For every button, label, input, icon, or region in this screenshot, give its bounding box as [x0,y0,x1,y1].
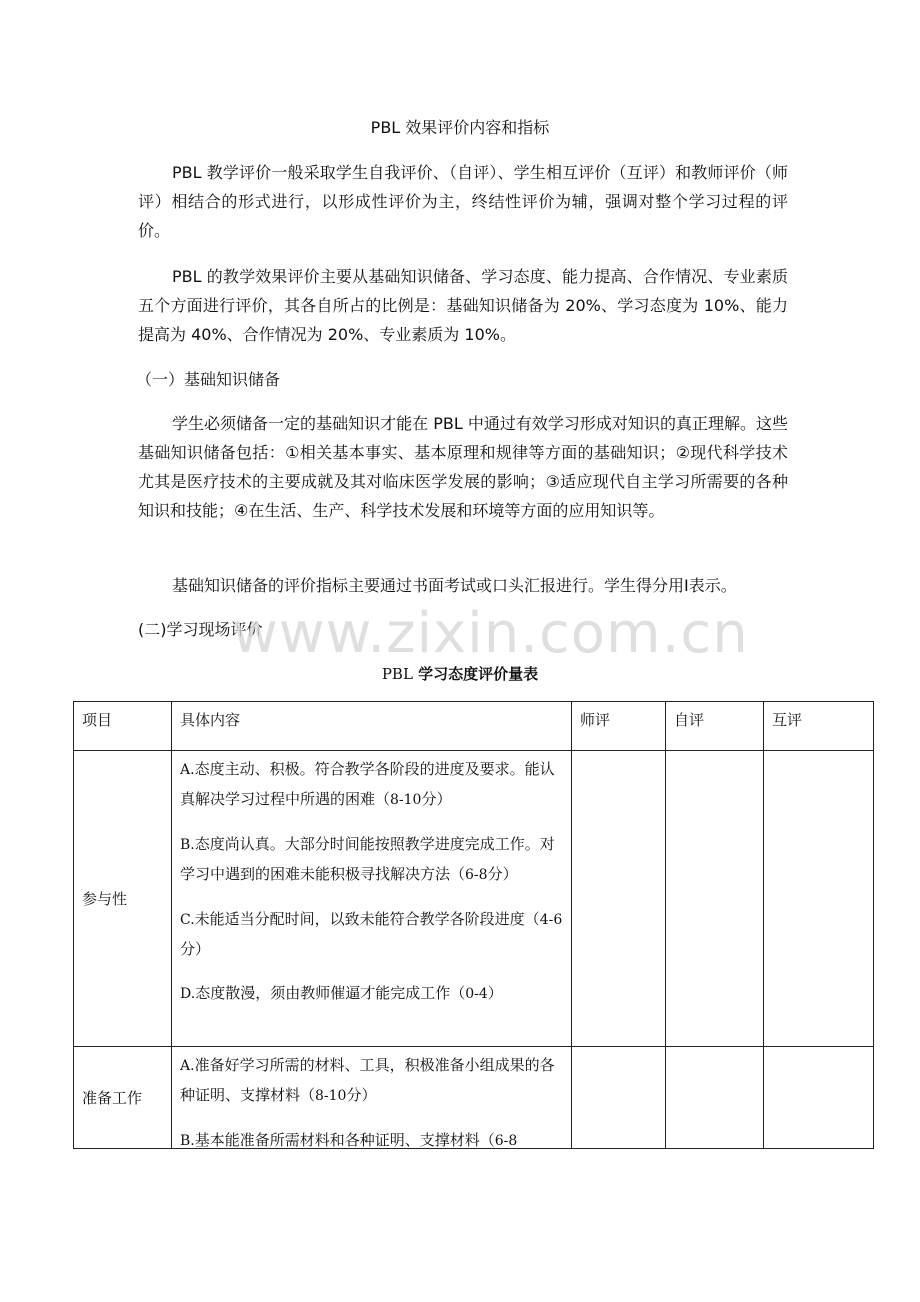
section-heading-1: （一）基础知识储备 [136,370,281,389]
criterion-score: 8-10 [315,1088,347,1104]
table-row [74,1047,874,1149]
criterion-text: 态度散漫，须由教师催逼才能完成工作（ [195,984,466,1002]
criterion-unit: 分） [346,1086,377,1104]
criterion-unit: 分） [421,790,452,808]
section-1-paragraph-2: 基础知识储备的评价指标主要通过书面考试或口头汇报进行。学生得分用Ⅰ表示。 [172,576,737,595]
criterion-text: 基本能准备所需材料和各种证明、支撑材料（ [194,1131,495,1147]
criterion [180,979,563,1009]
criterion-letter: B. [180,1133,195,1147]
intro-paragraph-1: PBL 教学评价一般采取学生自我评价、（自评）、学生相互评价（互评）和教师评价（师评）相结合的形式进行，以形成性评价为主，终结性评价为辅，强调对整个学习过程的评价。 [138,163,788,240]
table-title-latin: PBL [381,665,413,683]
criterion [180,830,563,890]
criterion-text: 未能适当分配时间，以致未能符合教学各阶段进度（ [194,910,540,928]
row-item-preparation: 准备工作 [74,1047,172,1149]
evaluation-table [73,701,874,1149]
section-1-paragraph-1: 学生必须储备一定的基础知识才能在 PBL 中通过有效学习形成对知识的真正理解。这些基础知识储备包括：①相关基本事实、基本原理和规律等方面的基础知识；②现代科学技术尤其是医疗技术的主要成就及其对临床医学发展的影响；③适应现代自主学习所需要的各种知识和技能；④在生活、生产、科学技术发展和环境等方面的应用知识等。 [138,414,788,520]
row-content [172,1047,572,1149]
header-item: 项目 [74,702,172,751]
table-title-text: 学习态度评价量表 [412,665,539,683]
criterion-score: 6-8 [494,1133,518,1147]
table-header-row [74,702,874,751]
self-score-cell [666,751,764,1047]
teacher-score-cell [572,1047,666,1149]
criterion-text: 态度尚认真。大部分时间能按照教学进度完成工作。对学习中遇到的困难未能积极寻找解决方法（ [180,835,555,883]
criterion-unit: 分） [180,940,211,958]
document-title: PBL 效果评价内容和指标 [370,118,550,137]
section-heading-2: (二)学习现场评价 [138,620,263,639]
criterion-score: 0-4 [465,986,488,1002]
table-title [0,663,920,685]
criterion-letter: C. [180,912,195,928]
peer-score-cell [764,751,874,1047]
criterion-text: 准备好学习所需的材料、工具，积极准备小组成果的各种证明、支撑材料（ [180,1056,555,1104]
header-teacher: 师评 [572,702,666,751]
criterion-letter: A. [180,762,195,778]
intro-paragraph-2: PBL 的教学效果评价主要从基础知识储备、学习态度、能力提高、合作情况、专业素质五个方面进行评价，其各自所占的比例是：基础知识储备为 20%、学习态度为 10%、能力提高为 40%、合作情况为 20%、专业素质为 10%。 [138,267,788,344]
peer-score-cell [764,1047,874,1149]
header-self: 自评 [666,702,764,751]
row-content [172,751,572,1047]
criterion-score: 6-8 [465,867,488,883]
header-content: 具体内容 [172,702,572,751]
criterion-score: 8-10 [390,792,422,808]
criterion-letter: A. [180,1058,195,1074]
criterion-text: 态度主动、积极。符合教学各阶段的进度及要求。能认真解决学习过程中所遇的困难（ [180,760,555,808]
watermark: www.zixin.com.cn [232,601,749,666]
criterion-unit: ） [487,984,503,1002]
criterion [180,905,563,964]
row-item-participation: 参与性 [74,751,172,1047]
criterion-letter: D. [180,986,196,1002]
criterion [180,755,563,815]
criterion-letter: B. [180,837,195,853]
criterion-unit: 分） [487,865,518,883]
criterion [180,1126,563,1147]
teacher-score-cell [572,751,666,1047]
table-row [74,751,874,1047]
self-score-cell [666,1047,764,1149]
criterion-score: 4-6 [539,912,563,928]
header-peer: 互评 [764,702,874,751]
criterion [180,1051,563,1111]
